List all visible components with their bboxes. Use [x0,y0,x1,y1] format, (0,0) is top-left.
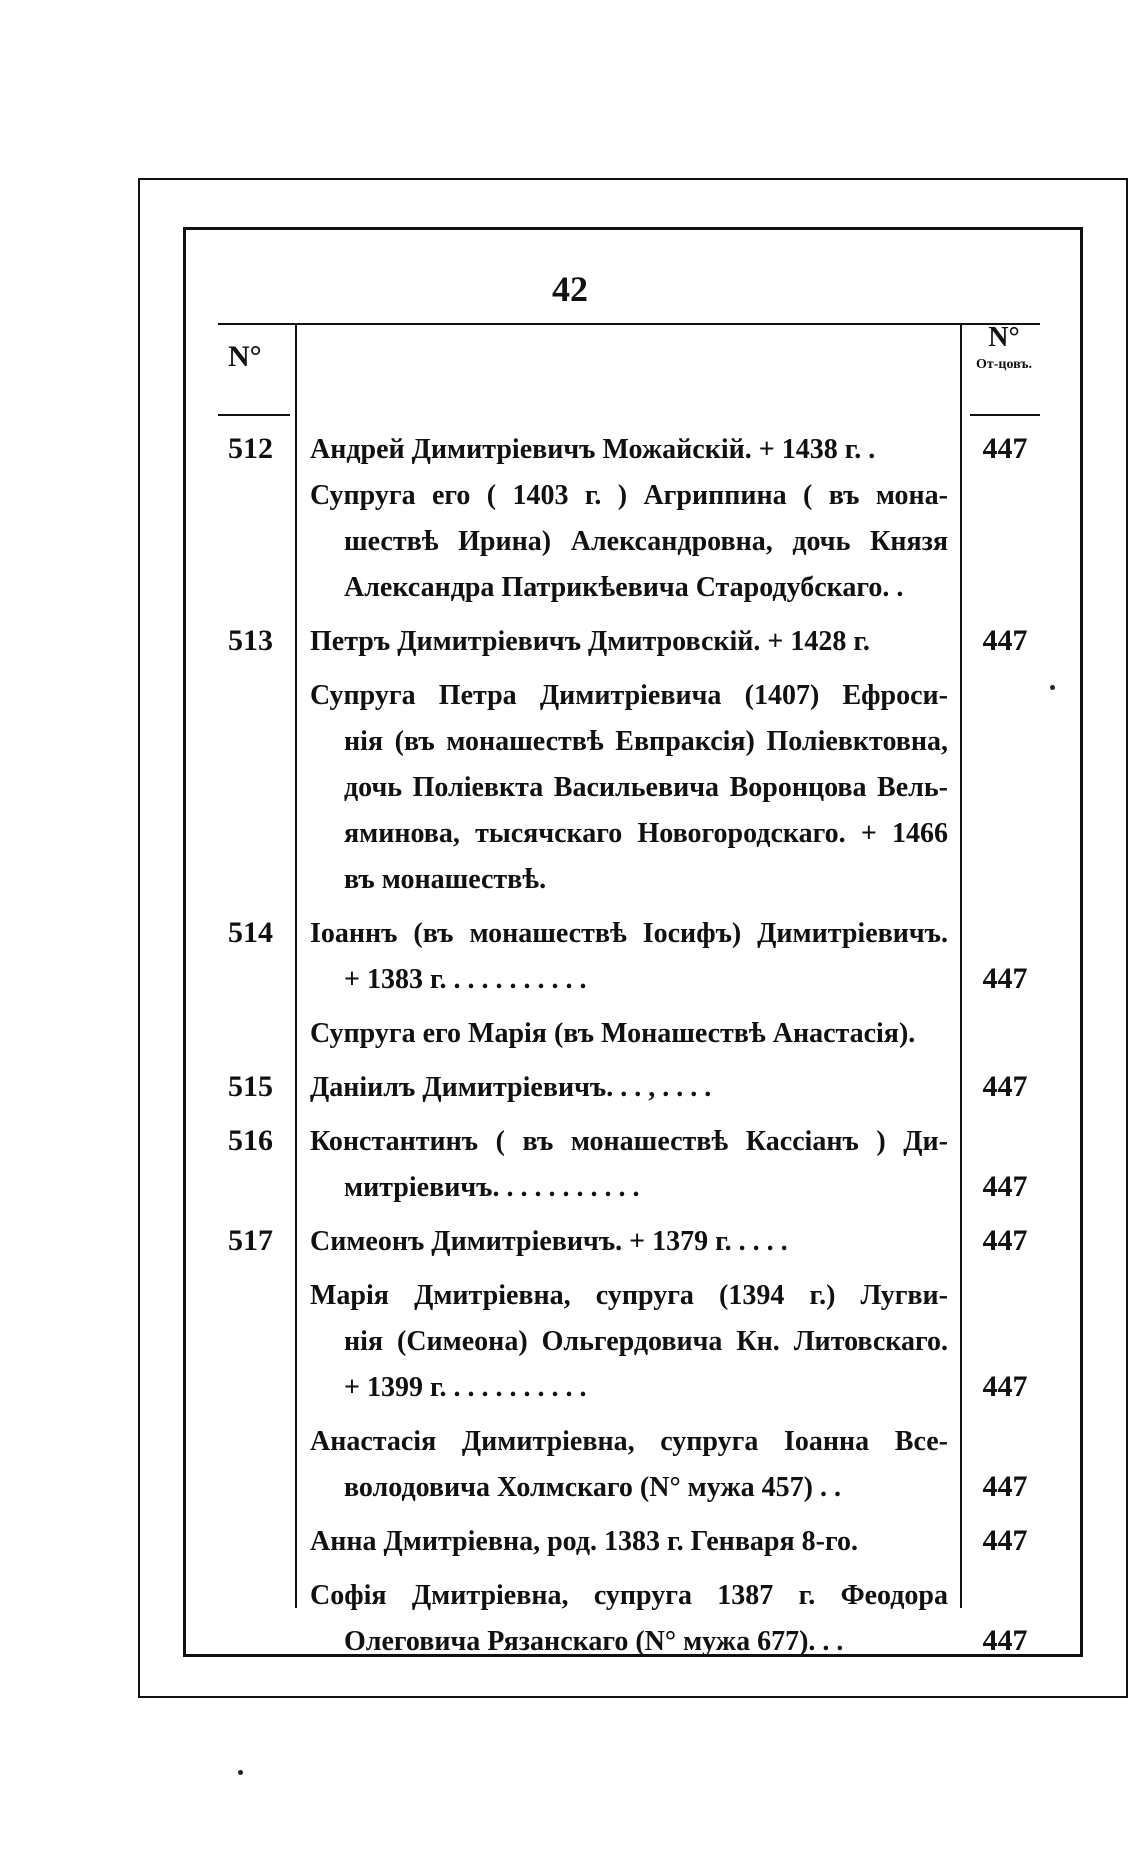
father-number: 447 [982,1224,1028,1257]
header-number-left: N° [228,340,262,373]
entry-text: + 1383 г. . . . . . . . . . . [344,964,587,995]
entry-text: нія (Симеона) Ольгердовича Кн. Литовскаго. [344,1326,948,1357]
header-number-right-label: N° [988,322,1020,353]
entry-text: нія (въ монашествѣ Евпраксія) Поліевктовна, [344,726,948,757]
entry-line [0,914,1140,960]
entry-line [0,430,1140,476]
entry-line [0,1422,1140,1468]
father-number: 447 [982,1370,1028,1403]
entry-text: Софія Дмитріевна, супруга 1387 г. Феодора [310,1580,948,1611]
entry-text: Марія Дмитріевна, супруга (1394 г.) Лугви- [310,1280,948,1311]
entry-text: Андрей Димитріевичъ Можайскій. + 1438 г. . [310,434,876,465]
entry-line [0,960,1140,1006]
header-number-right [968,323,1040,377]
stray-mark [1050,685,1055,690]
entry-line [0,1168,1140,1214]
entry-text: Супруга его ( 1403 г. ) Агриппина ( въ мона- [310,480,948,511]
entry-number: 513 [228,624,273,657]
entry-text: Супруга Петра Димитріевича (1407) Ефроси- [310,680,948,711]
entry-line [0,722,1140,768]
entry-text: Анастасія Димитріевна, супруга Іоанна Все- [310,1426,948,1457]
father-number: 447 [982,962,1028,995]
entry-line [0,522,1140,568]
entry-text: Александра Патрикѣевича Стародубскаго. . [344,572,904,603]
entry-line [0,1622,1140,1668]
entry-text: Супруга его Марія (въ Монашествѣ Анастасія). [310,1018,916,1049]
father-number: 447 [982,1624,1028,1657]
entry-number: 512 [228,432,273,465]
entry-line [0,814,1140,860]
entry-number: 515 [228,1070,273,1103]
entry-line [0,1468,1140,1514]
header-fathers-label: От-цовъ. [975,357,1033,372]
genealogy-entries [0,430,1140,1668]
header-rule [218,323,1040,325]
entry-text: митріевичъ. . . . . . . . . . . [344,1172,640,1203]
page-number: 42 [552,269,588,309]
entry-text: Константинъ ( въ монашествѣ Кассіанъ ) Ди- [310,1126,948,1157]
entry-line [0,568,1140,614]
header-subrule-left [218,414,290,416]
entry-line [0,1322,1140,1368]
entry-text: Олеговича Рязанскаго (N° мужа 677). . . [344,1626,844,1657]
entry-text: Даніилъ Димитріевичъ. . . , . . . . [310,1072,712,1103]
entry-line [0,1276,1140,1322]
father-number: 447 [982,1524,1028,1557]
entry-line [0,1122,1140,1168]
father-number: 447 [982,1470,1028,1503]
entry-line [0,1014,1140,1060]
entry-number: 517 [228,1224,273,1257]
entry-text: володовича Холмскаго (N° мужа 457) . . [344,1472,841,1503]
entry-text: яминова, тысячскаго Новогородскаго. + 1466 [344,818,948,849]
entry-line [0,622,1140,668]
entry-text: Іоаннъ (въ монашествѣ Іосифъ) Димитріевичъ. [310,918,948,949]
father-number: 447 [982,432,1028,465]
father-number: 447 [982,1070,1028,1103]
stray-mark [238,1770,243,1775]
entry-number: 516 [228,1124,273,1157]
entry-line [0,768,1140,814]
entry-text: Анна Дмитріевна, род. 1383 г. Генваря 8-го. [310,1526,858,1557]
father-number: 447 [982,624,1028,657]
entry-text: + 1399 г. . . . . . . . . . . [344,1372,587,1403]
entry-line [0,476,1140,522]
entry-text: шествѣ Ирина) Александровна, дочь Князя [344,526,948,557]
entry-line [0,1368,1140,1414]
entry-text: Симеонъ Димитріевичъ. + 1379 г. . . . . [310,1226,788,1257]
entry-line [0,860,1140,906]
entry-line [0,676,1140,722]
entry-text: Петръ Димитріевичъ Дмитровскій. + 1428 г. [310,626,870,657]
entry-text: въ монашествѣ. [344,864,547,895]
entry-line [0,1222,1140,1268]
entry-line [0,1576,1140,1622]
header-subrule-right [970,414,1040,416]
entry-text: дочь Поліевкта Васильевича Воронцова Вель- [344,772,948,803]
father-number: 447 [982,1170,1028,1203]
entry-number: 514 [228,916,273,949]
entry-line [0,1522,1140,1568]
entry-line [0,1068,1140,1114]
